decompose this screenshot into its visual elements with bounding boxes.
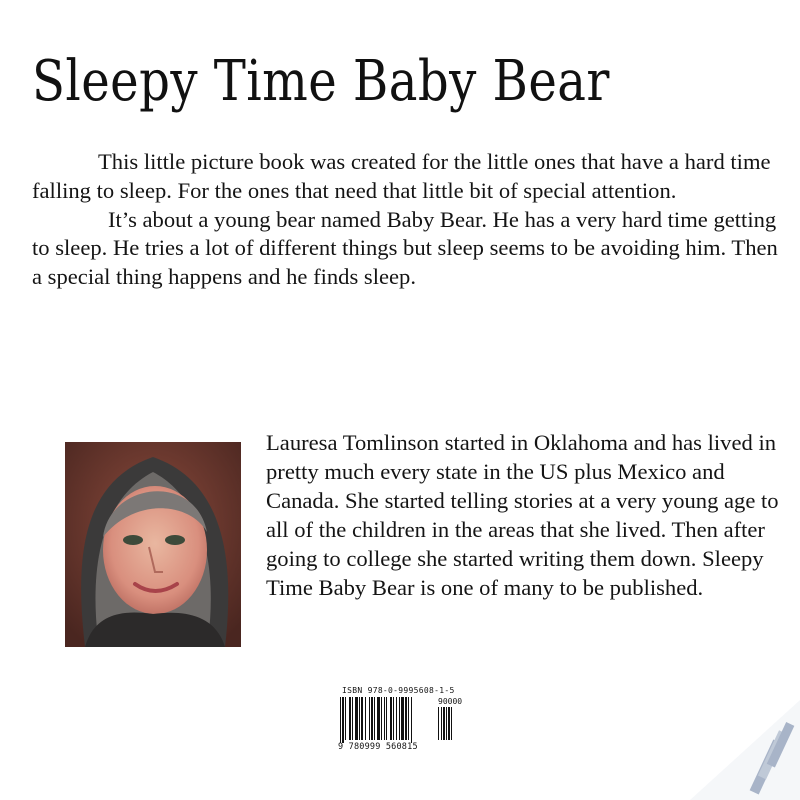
book-blurb bbox=[32, 148, 792, 292]
book-stack-icon bbox=[690, 700, 800, 800]
author-photo bbox=[65, 442, 241, 647]
price-code: 90000 bbox=[438, 697, 463, 706]
blurb-paragraph-1: This little picture book was created for the little ones that have a hard time falling to sleep. For the ones that need that little bit of special attention. bbox=[32, 149, 771, 203]
isbn-barcode bbox=[338, 686, 464, 754]
blurb-paragraph-2: It’s about a young bear named Baby Bear. He has a very hard time getting to sleep. He tries a lot of different things but sleep seems to be avoiding him. Then a special thing happens and he finds sleep. bbox=[32, 206, 778, 290]
barcode-bars bbox=[338, 697, 464, 743]
book-title: Sleepy Time Baby Bear bbox=[32, 49, 610, 114]
author-bio: Lauresa Tomlinson started in Oklahoma and has lived in pretty much every state in the US plus Mexico and Canada. She started telling stories at a very young age to all of the children in the areas that she lived. Then after going to college she started writing them down. Sleepy Time Baby Bear is one of many to be published. bbox=[266, 430, 779, 600]
isbn-label: ISBN 978-0-9995608-1-5 bbox=[342, 686, 455, 695]
barcode-digits: 9 780999 560815 bbox=[338, 742, 418, 752]
